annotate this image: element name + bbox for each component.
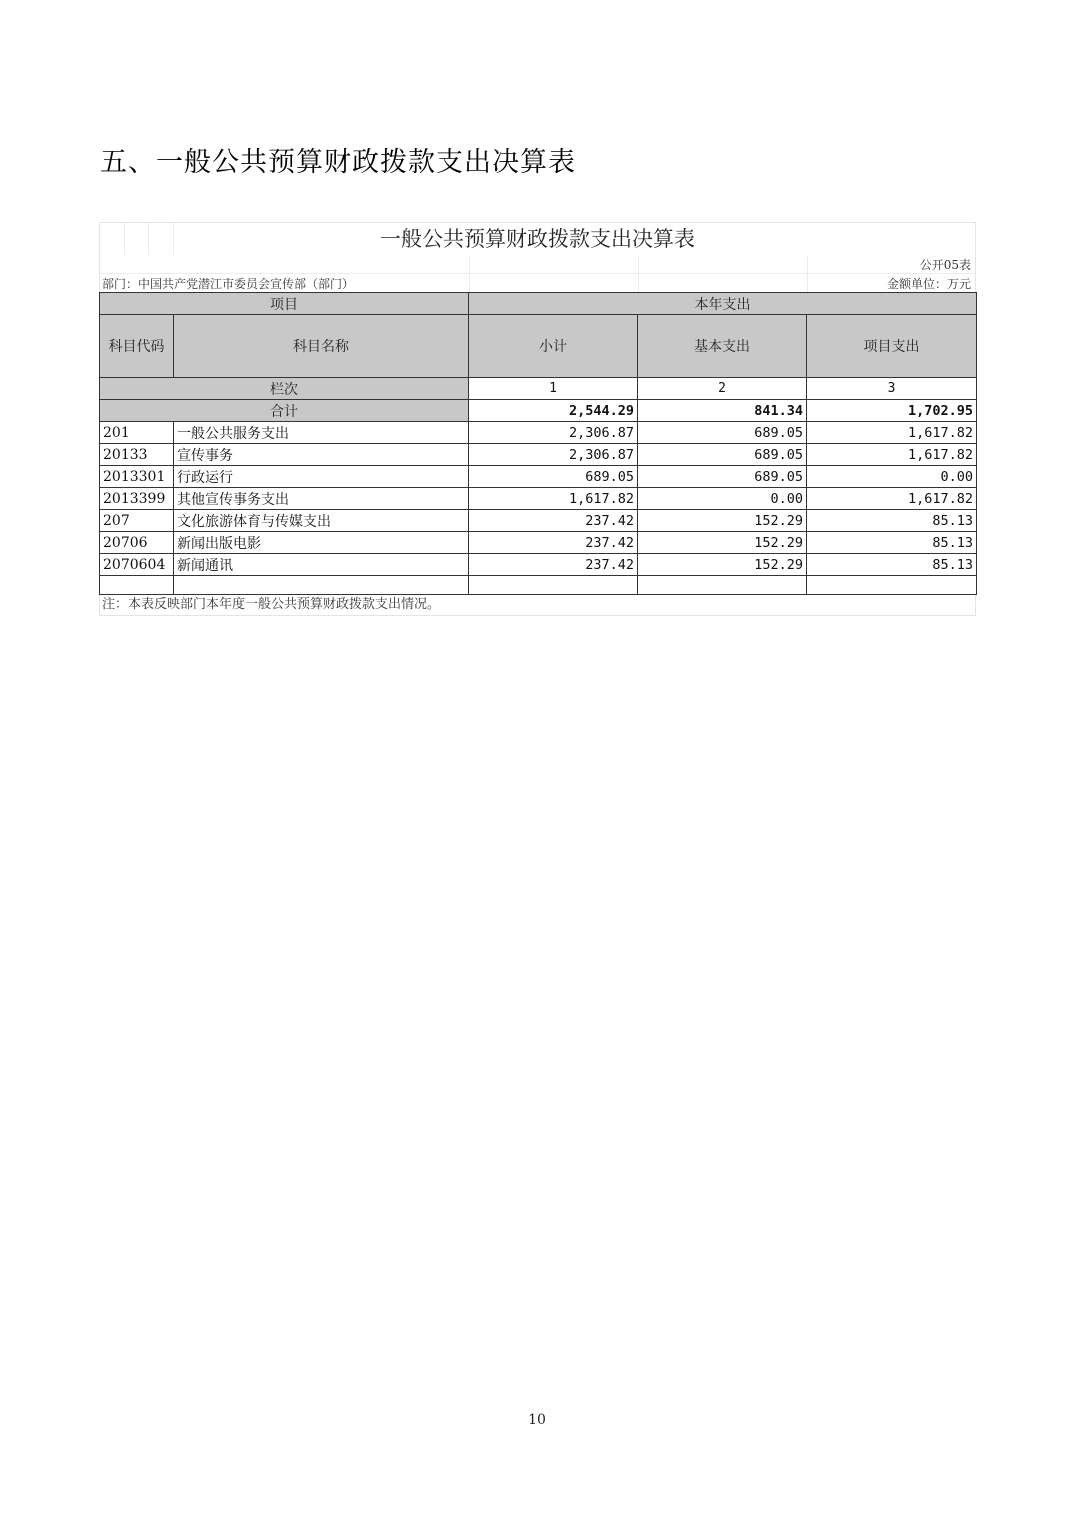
table-title: 一般公共预算财政拨款支出决算表 (380, 227, 695, 251)
table-row (100, 466, 977, 488)
grid-line (173, 223, 174, 255)
row-subtotal: 237.42 (469, 554, 638, 576)
row-code: 207 (100, 510, 174, 532)
table-row (100, 422, 977, 444)
unit-label: 金额单位：万元 (886, 277, 971, 291)
page-heading: 五、一般公共预算财政拨款支出决算表 (100, 147, 576, 178)
column-number-2: 2 (638, 378, 807, 400)
row-project: 1,617.82 (807, 444, 977, 466)
form-code: 公开05表 (919, 258, 971, 272)
total-label: 合计 (100, 400, 469, 422)
row-code: 201 (100, 422, 174, 444)
column-order-row (100, 378, 977, 400)
total-row (100, 400, 977, 422)
row-basic: 152.29 (638, 532, 807, 554)
column-number-1: 1 (469, 378, 638, 400)
row-name: 文化旅游体育与传媒支出 (174, 510, 469, 532)
header-row-1 (100, 293, 977, 315)
row-name: 新闻通讯 (174, 554, 469, 576)
grid-line (469, 255, 470, 273)
total-project: 1,702.95 (807, 400, 977, 422)
row-code: 20706 (100, 532, 174, 554)
row-name: 行政运行 (174, 466, 469, 488)
row-basic: 689.05 (638, 422, 807, 444)
sheet-title-bar (99, 222, 976, 255)
empty-cell (469, 576, 638, 595)
header-basic: 基本支出 (638, 315, 807, 378)
row-project: 85.13 (807, 510, 977, 532)
header-code: 科目代码 (100, 315, 174, 378)
row-subtotal: 2,306.87 (469, 444, 638, 466)
table-row (100, 488, 977, 510)
row-basic: 689.05 (638, 444, 807, 466)
grid-line (807, 255, 808, 273)
header-project: 项目支出 (807, 315, 977, 378)
row-subtotal: 237.42 (469, 510, 638, 532)
table-row (100, 444, 977, 466)
row-code: 2070604 (100, 554, 174, 576)
department-label: 部门：中国共产党潜江市委员会宣传部（部门） (102, 277, 355, 291)
header-item: 项目 (100, 293, 469, 315)
grid-line (638, 274, 639, 292)
row-subtotal: 689.05 (469, 466, 638, 488)
grid-line (148, 223, 149, 255)
grid-line (124, 223, 125, 255)
table-note: 注：本表反映部门本年度一般公共预算财政拨款支出情况。 (99, 595, 976, 616)
row-basic: 152.29 (638, 510, 807, 532)
form-code-row (99, 255, 976, 273)
table-row (100, 554, 977, 576)
row-subtotal: 2,306.87 (469, 422, 638, 444)
table-row (100, 510, 977, 532)
row-project: 85.13 (807, 532, 977, 554)
row-subtotal: 1,617.82 (469, 488, 638, 510)
row-code: 2013399 (100, 488, 174, 510)
row-code: 20133 (100, 444, 174, 466)
row-project: 0.00 (807, 466, 977, 488)
row-name: 新闻出版电影 (174, 532, 469, 554)
empty-cell (807, 576, 977, 595)
department-row (99, 273, 976, 292)
empty-cell (174, 576, 469, 595)
grid-line (638, 255, 639, 273)
table-row (100, 532, 977, 554)
header-current-year: 本年支出 (469, 293, 977, 315)
column-number-3: 3 (807, 378, 977, 400)
grid-line (469, 274, 470, 292)
expenditure-table (99, 292, 977, 595)
empty-cell (100, 576, 174, 595)
budget-sheet (99, 222, 976, 616)
total-basic: 841.34 (638, 400, 807, 422)
row-basic: 0.00 (638, 488, 807, 510)
row-basic: 689.05 (638, 466, 807, 488)
empty-row (100, 576, 977, 595)
row-name: 其他宣传事务支出 (174, 488, 469, 510)
row-project: 1,617.82 (807, 488, 977, 510)
row-code: 2013301 (100, 466, 174, 488)
row-name: 一般公共服务支出 (174, 422, 469, 444)
header-row-2 (100, 315, 977, 378)
row-basic: 152.29 (638, 554, 807, 576)
column-order-label: 栏次 (100, 378, 469, 400)
header-name: 科目名称 (174, 315, 469, 378)
empty-cell (638, 576, 807, 595)
header-subtotal: 小计 (469, 315, 638, 378)
grid-line (807, 274, 808, 292)
row-project: 1,617.82 (807, 422, 977, 444)
total-subtotal: 2,544.29 (469, 400, 638, 422)
page-number: 10 (528, 1412, 546, 1428)
row-name: 宣传事务 (174, 444, 469, 466)
row-project: 85.13 (807, 554, 977, 576)
row-subtotal: 237.42 (469, 532, 638, 554)
